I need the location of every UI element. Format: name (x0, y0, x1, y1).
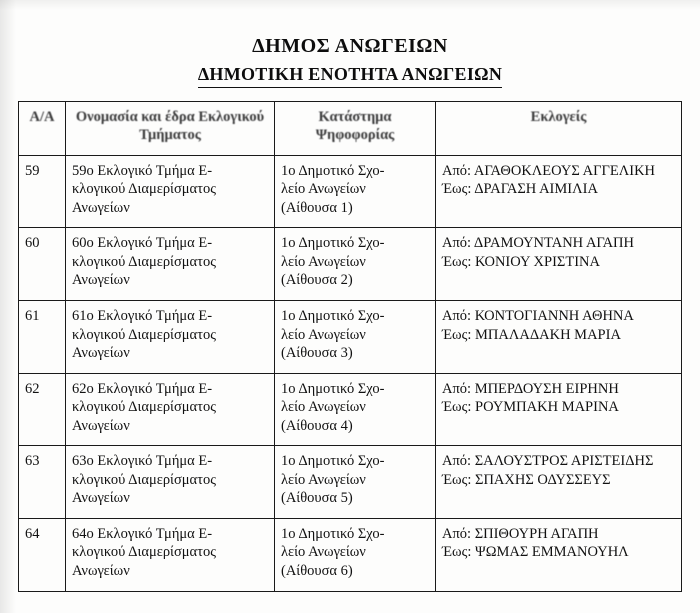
cell-place-line2: λείο Ανωγείων (281, 471, 366, 488)
cell-name (66, 228, 275, 301)
cell-voters-from: Από: ΣΑΛΟΥΣΤΡΟΣ ΑΡΙΣΤΕΙΔΗΣ (442, 453, 654, 470)
cell-voters (436, 300, 682, 373)
cell-voters-from: Από: ΣΠΙΘΟΥΡΗ ΑΓΑΠΗ (442, 525, 599, 542)
cell-name-line2: κλογικού Διαμερίσματος (72, 253, 216, 270)
cell-name (66, 155, 275, 228)
column-header-place: Κατάστημα Ψηφοφορίας (275, 101, 436, 155)
cell-aa: 61 (19, 300, 66, 373)
cell-voters (436, 373, 682, 446)
cell-name-line2: κλογικού Διαμερίσματος (72, 181, 216, 198)
cell-name-line3: Ανωγείων (72, 199, 130, 216)
cell-place (275, 155, 436, 228)
cell-aa: 59 (19, 155, 66, 228)
cell-name-line1: 62ο Εκλογικό Τμήμα Ε- (72, 380, 213, 397)
table-row (19, 446, 682, 519)
cell-place (275, 518, 436, 591)
cell-place-line3: (Αίθουσα 6) (281, 562, 353, 579)
cell-name (66, 373, 275, 446)
cell-name (66, 446, 275, 519)
table-container (18, 101, 682, 592)
page-title: ΔΗΜΟΣ ΑΝΩΓΕΙΩΝ (252, 35, 448, 57)
cell-name-line2: κλογικού Διαμερίσματος (72, 471, 216, 488)
cell-voters-to: Έως: ΚΟΝΙΟΥ ΧΡΙΣΤΙΝΑ (442, 253, 600, 270)
cell-place-line3: (Αίθουσα 2) (281, 272, 353, 289)
cell-voters-from: Από: ΑΓΑΘΟΚΛΕΟΥΣ ΑΓΓΕΛΙΚΗ (442, 162, 656, 179)
table-row (19, 373, 682, 446)
cell-place-line2: λείο Ανωγείων (281, 181, 366, 198)
cell-place (275, 300, 436, 373)
cell-voters-to: Έως: ΣΠΑΧΗΣ ΟΔΥΣΣΕΥΣ (442, 471, 611, 488)
cell-name-line1: 64ο Εκλογικό Τμήμα Ε- (72, 525, 213, 542)
cell-name-line1: 60ο Εκλογικό Τμήμα Ε- (72, 235, 213, 252)
cell-voters-from: Από: ΚΟΝΤΟΓΙΑΝΝΗ ΑΘΗΝΑ (442, 307, 634, 324)
column-header-aa: Α/Α (19, 101, 66, 155)
cell-voters-from: Από: ΜΠΕΡΔΟΥΣΗ ΕΙΡΗΝΗ (442, 380, 619, 397)
cell-name-line1: 61ο Εκλογικό Τμήμα Ε- (72, 307, 213, 324)
cell-place-line2: λείο Ανωγείων (281, 399, 366, 416)
cell-place-line3: (Αίθουσα 1) (281, 199, 353, 216)
page-subtitle: ΔΗΜΟΤΙΚΗ ΕΝΟΤΗΤΑ ΑΝΩΓΕΙΩΝ (198, 64, 502, 88)
cell-name-line1: 59ο Εκλογικό Τμήμα Ε- (72, 162, 213, 179)
scan-shadow-left (0, 0, 16, 613)
cell-place-line3: (Αίθουσα 3) (281, 345, 353, 362)
cell-name-line2: κλογικού Διαμερίσματος (72, 326, 216, 343)
cell-name-line3: Ανωγείων (72, 490, 130, 507)
cell-place-line2: λείο Ανωγείων (281, 253, 366, 270)
cell-name (66, 518, 275, 591)
cell-name-line3: Ανωγείων (72, 562, 130, 579)
cell-place-line2: λείο Ανωγείων (281, 544, 366, 561)
cell-name (66, 300, 275, 373)
cell-place-line1: 1ο Δημοτικό Σχο- (281, 162, 385, 179)
cell-place-line3: (Αίθουσα 4) (281, 417, 353, 434)
cell-name-line2: κλογικού Διαμερίσματος (72, 544, 216, 561)
cell-name-line2: κλογικού Διαμερίσματος (72, 399, 216, 416)
cell-place-line2: λείο Ανωγείων (281, 326, 366, 343)
cell-aa: 62 (19, 373, 66, 446)
cell-aa: 63 (19, 446, 66, 519)
cell-voters-to: Έως: ΡΟΥΜΠΑΚΗ ΜΑΡΙΝΑ (442, 399, 619, 416)
cell-place-line1: 1ο Δημοτικό Σχο- (281, 453, 385, 470)
document-header (0, 0, 700, 88)
table-row (19, 155, 682, 228)
cell-aa: 64 (19, 518, 66, 591)
cell-voters (436, 155, 682, 228)
cell-name-line1: 63ο Εκλογικό Τμήμα Ε- (72, 453, 213, 470)
cell-voters-from: Από: ΔΡΑΜΟΥΝΤΑΝΗ ΑΓΑΠΗ (442, 235, 634, 252)
column-header-voters: Εκλογείς (436, 101, 682, 155)
table-row (19, 518, 682, 591)
cell-voters-to: Έως: ΔΡΑΓΑΣΗ ΑΙΜΙΛΙΑ (442, 181, 598, 198)
cell-place-line1: 1ο Δημοτικό Σχο- (281, 380, 385, 397)
cell-place-line1: 1ο Δημοτικό Σχο- (281, 235, 385, 252)
cell-place-line1: 1ο Δημοτικό Σχο- (281, 525, 385, 542)
cell-aa: 60 (19, 228, 66, 301)
cell-place (275, 228, 436, 301)
cell-voters-to: Έως: ΨΩΜΑΣ ΕΜΜΑΝΟΥΗΛ (442, 544, 629, 561)
cell-place (275, 373, 436, 446)
cell-name-line3: Ανωγείων (72, 272, 130, 289)
table-header-row (19, 101, 682, 155)
cell-voters (436, 228, 682, 301)
cell-place (275, 446, 436, 519)
cell-place-line3: (Αίθουσα 5) (281, 490, 353, 507)
table-row (19, 300, 682, 373)
cell-place-line1: 1ο Δημοτικό Σχο- (281, 307, 385, 324)
cell-voters (436, 518, 682, 591)
polling-stations-table (18, 101, 682, 592)
cell-voters (436, 446, 682, 519)
column-header-name: Ονομασία και έδρα Εκλογικού Τμήματος (66, 101, 275, 155)
cell-voters-to: Έως: ΜΠΑΛΑΔΑΚΗ ΜΑΡΙΑ (442, 326, 621, 343)
cell-name-line3: Ανωγείων (72, 345, 130, 362)
cell-name-line3: Ανωγείων (72, 417, 130, 434)
table-row (19, 228, 682, 301)
